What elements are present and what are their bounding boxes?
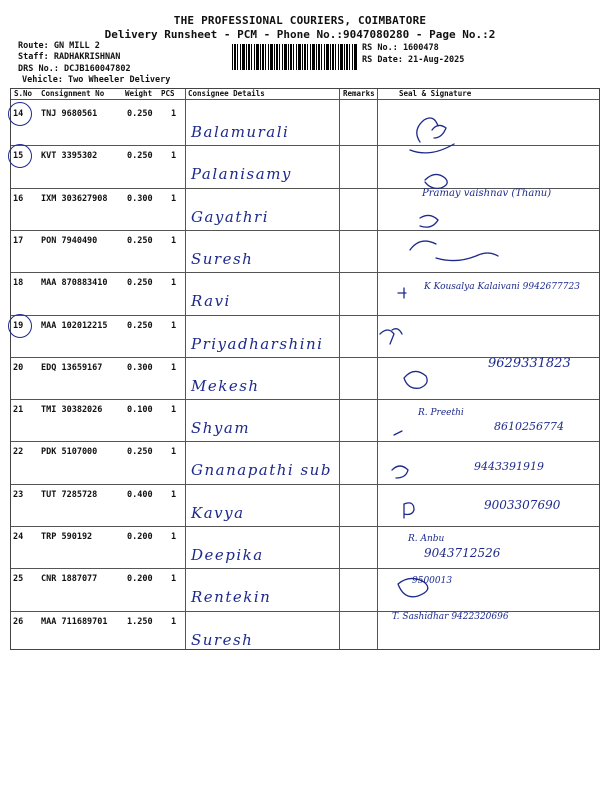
weight-value: 0.250	[127, 447, 153, 458]
serial-number: 24	[13, 532, 24, 542]
vehicle-text: Vehicle: Two Wheeler Delivery	[22, 75, 171, 85]
col-header-remarks: Remarks	[343, 89, 375, 98]
weight-value: 0.250	[127, 320, 153, 331]
pieces-count: 1	[171, 235, 177, 246]
pieces-count: 1	[171, 532, 177, 542]
signature-row-21-phone: 8610256774	[494, 420, 564, 433]
weight-value: 1.250	[127, 616, 153, 627]
signature-row-20: 9629331823	[488, 356, 571, 371]
pieces-count: 1	[171, 574, 177, 585]
signature-row-24-name: R. Anbu	[408, 534, 445, 544]
consignment-number: EDQ 13659167	[41, 362, 103, 373]
col-header-weight: Weight	[125, 89, 153, 98]
consignee-name: Gayathri	[191, 207, 269, 226]
serial-number: 25	[13, 574, 24, 585]
consignee-name: Kavya	[191, 503, 245, 522]
pieces-count: 1	[171, 447, 177, 458]
consignment-number: MAA 711689701	[41, 616, 108, 627]
rs-number: RS No.: 1600478	[362, 43, 439, 53]
weight-value: 0.100	[127, 405, 153, 416]
signature-row-18: K Kousalya Kalaivani 9942677723	[424, 282, 580, 292]
consignment-number: TRP 590192	[41, 532, 93, 542]
pieces-count: 1	[171, 193, 177, 204]
pieces-count: 1	[171, 109, 177, 119]
pieces-count: 1	[171, 616, 177, 627]
serial-number: 14	[13, 109, 24, 119]
consignee-name: Balamurali	[191, 123, 290, 141]
consignee-name: Palanisamy	[191, 165, 292, 184]
serial-number: 26	[13, 616, 24, 627]
runsheet-subtitle: Delivery Runsheet - PCM - Phone No.:9047080280 - Page No.:2	[104, 28, 496, 41]
consignee-name: Gnanapathi sub	[191, 461, 332, 480]
col-header-consignee: Consignee Details	[188, 89, 265, 98]
weight-value: 0.300	[127, 193, 153, 204]
pieces-count: 1	[171, 320, 177, 331]
consignee-name: Deepika	[191, 546, 264, 564]
consignee-name: Suresh	[191, 249, 254, 268]
consignee-name: Priyadharshini	[191, 334, 324, 353]
weight-value: 0.300	[127, 362, 153, 373]
col-header-pcs: PCS	[161, 89, 175, 98]
serial-number: 20	[13, 362, 24, 373]
serial-number: 18	[13, 278, 24, 289]
consignment-number: PDK 5107000	[41, 447, 98, 458]
serial-number: 17	[13, 235, 24, 246]
consignment-number: CNR 1887077	[41, 574, 98, 585]
rs-date: RS Date: 21-Aug-2025	[362, 55, 465, 65]
weight-value: 0.200	[127, 532, 153, 542]
consignment-number: TMI 30382026	[41, 405, 103, 416]
serial-number: 15	[13, 151, 24, 162]
signature-row-25: 9500013	[412, 576, 453, 586]
serial-number: 22	[13, 447, 24, 458]
signature-row-22: 9443391919	[474, 460, 544, 473]
serial-number: 21	[13, 405, 24, 416]
serial-number: 16	[13, 193, 24, 204]
consignment-number: MAA 870883410	[41, 278, 108, 289]
weight-value: 0.250	[127, 235, 153, 246]
pieces-count: 1	[171, 489, 177, 500]
consignment-number: TNJ 9680561	[41, 109, 98, 119]
signature-row-23: 9003307690	[484, 498, 561, 512]
consignment-number: IXM 303627908	[41, 193, 108, 204]
consignment-number: TUT 7285728	[41, 489, 98, 500]
pieces-count: 1	[171, 362, 177, 373]
consignee-name: Ravi	[191, 292, 231, 311]
signature-row-21-name: R. Preethi	[418, 408, 464, 418]
consignment-number: PON 7940490	[41, 235, 98, 246]
serial-number: 23	[13, 489, 24, 500]
weight-value: 0.250	[127, 278, 153, 289]
pieces-count: 1	[171, 278, 177, 289]
signature-row-24-phone: 9043712526	[424, 546, 501, 560]
weight-value: 0.250	[127, 151, 153, 162]
col-header-seal: Seal & Signature	[399, 89, 472, 98]
staff-text: Staff: RADHAKRISHNAN	[18, 52, 121, 62]
consignee-name: Mekesh	[191, 376, 260, 395]
pieces-count: 1	[171, 151, 177, 162]
pieces-count: 1	[171, 405, 177, 416]
weight-value: 0.200	[127, 574, 153, 585]
signature-row-26: T. Sashidhar 9422320696	[392, 612, 509, 622]
company-title: THE PROFESSIONAL COURIERS, COIMBATORE	[173, 14, 427, 27]
weight-value: 0.400	[127, 489, 153, 500]
serial-number: 19	[13, 320, 24, 331]
col-header-consignment: Consignment No	[41, 89, 105, 98]
route-text: Route: GN MILL 2	[18, 41, 100, 51]
consignment-number: MAA 102012215	[41, 320, 108, 331]
consignment-number: KVT 3395302	[41, 151, 98, 162]
consignee-name: Rentekin	[191, 588, 272, 607]
signature-row-16: Pramay vaishnav (Thanu)	[422, 188, 552, 199]
drs-number: DRS No.: DCJB160047802	[18, 64, 131, 74]
consignee-name: Suresh	[191, 630, 254, 649]
weight-value: 0.250	[127, 109, 153, 119]
col-header-sno: S.No	[14, 89, 33, 98]
consignee-name: Shyam	[191, 419, 251, 438]
